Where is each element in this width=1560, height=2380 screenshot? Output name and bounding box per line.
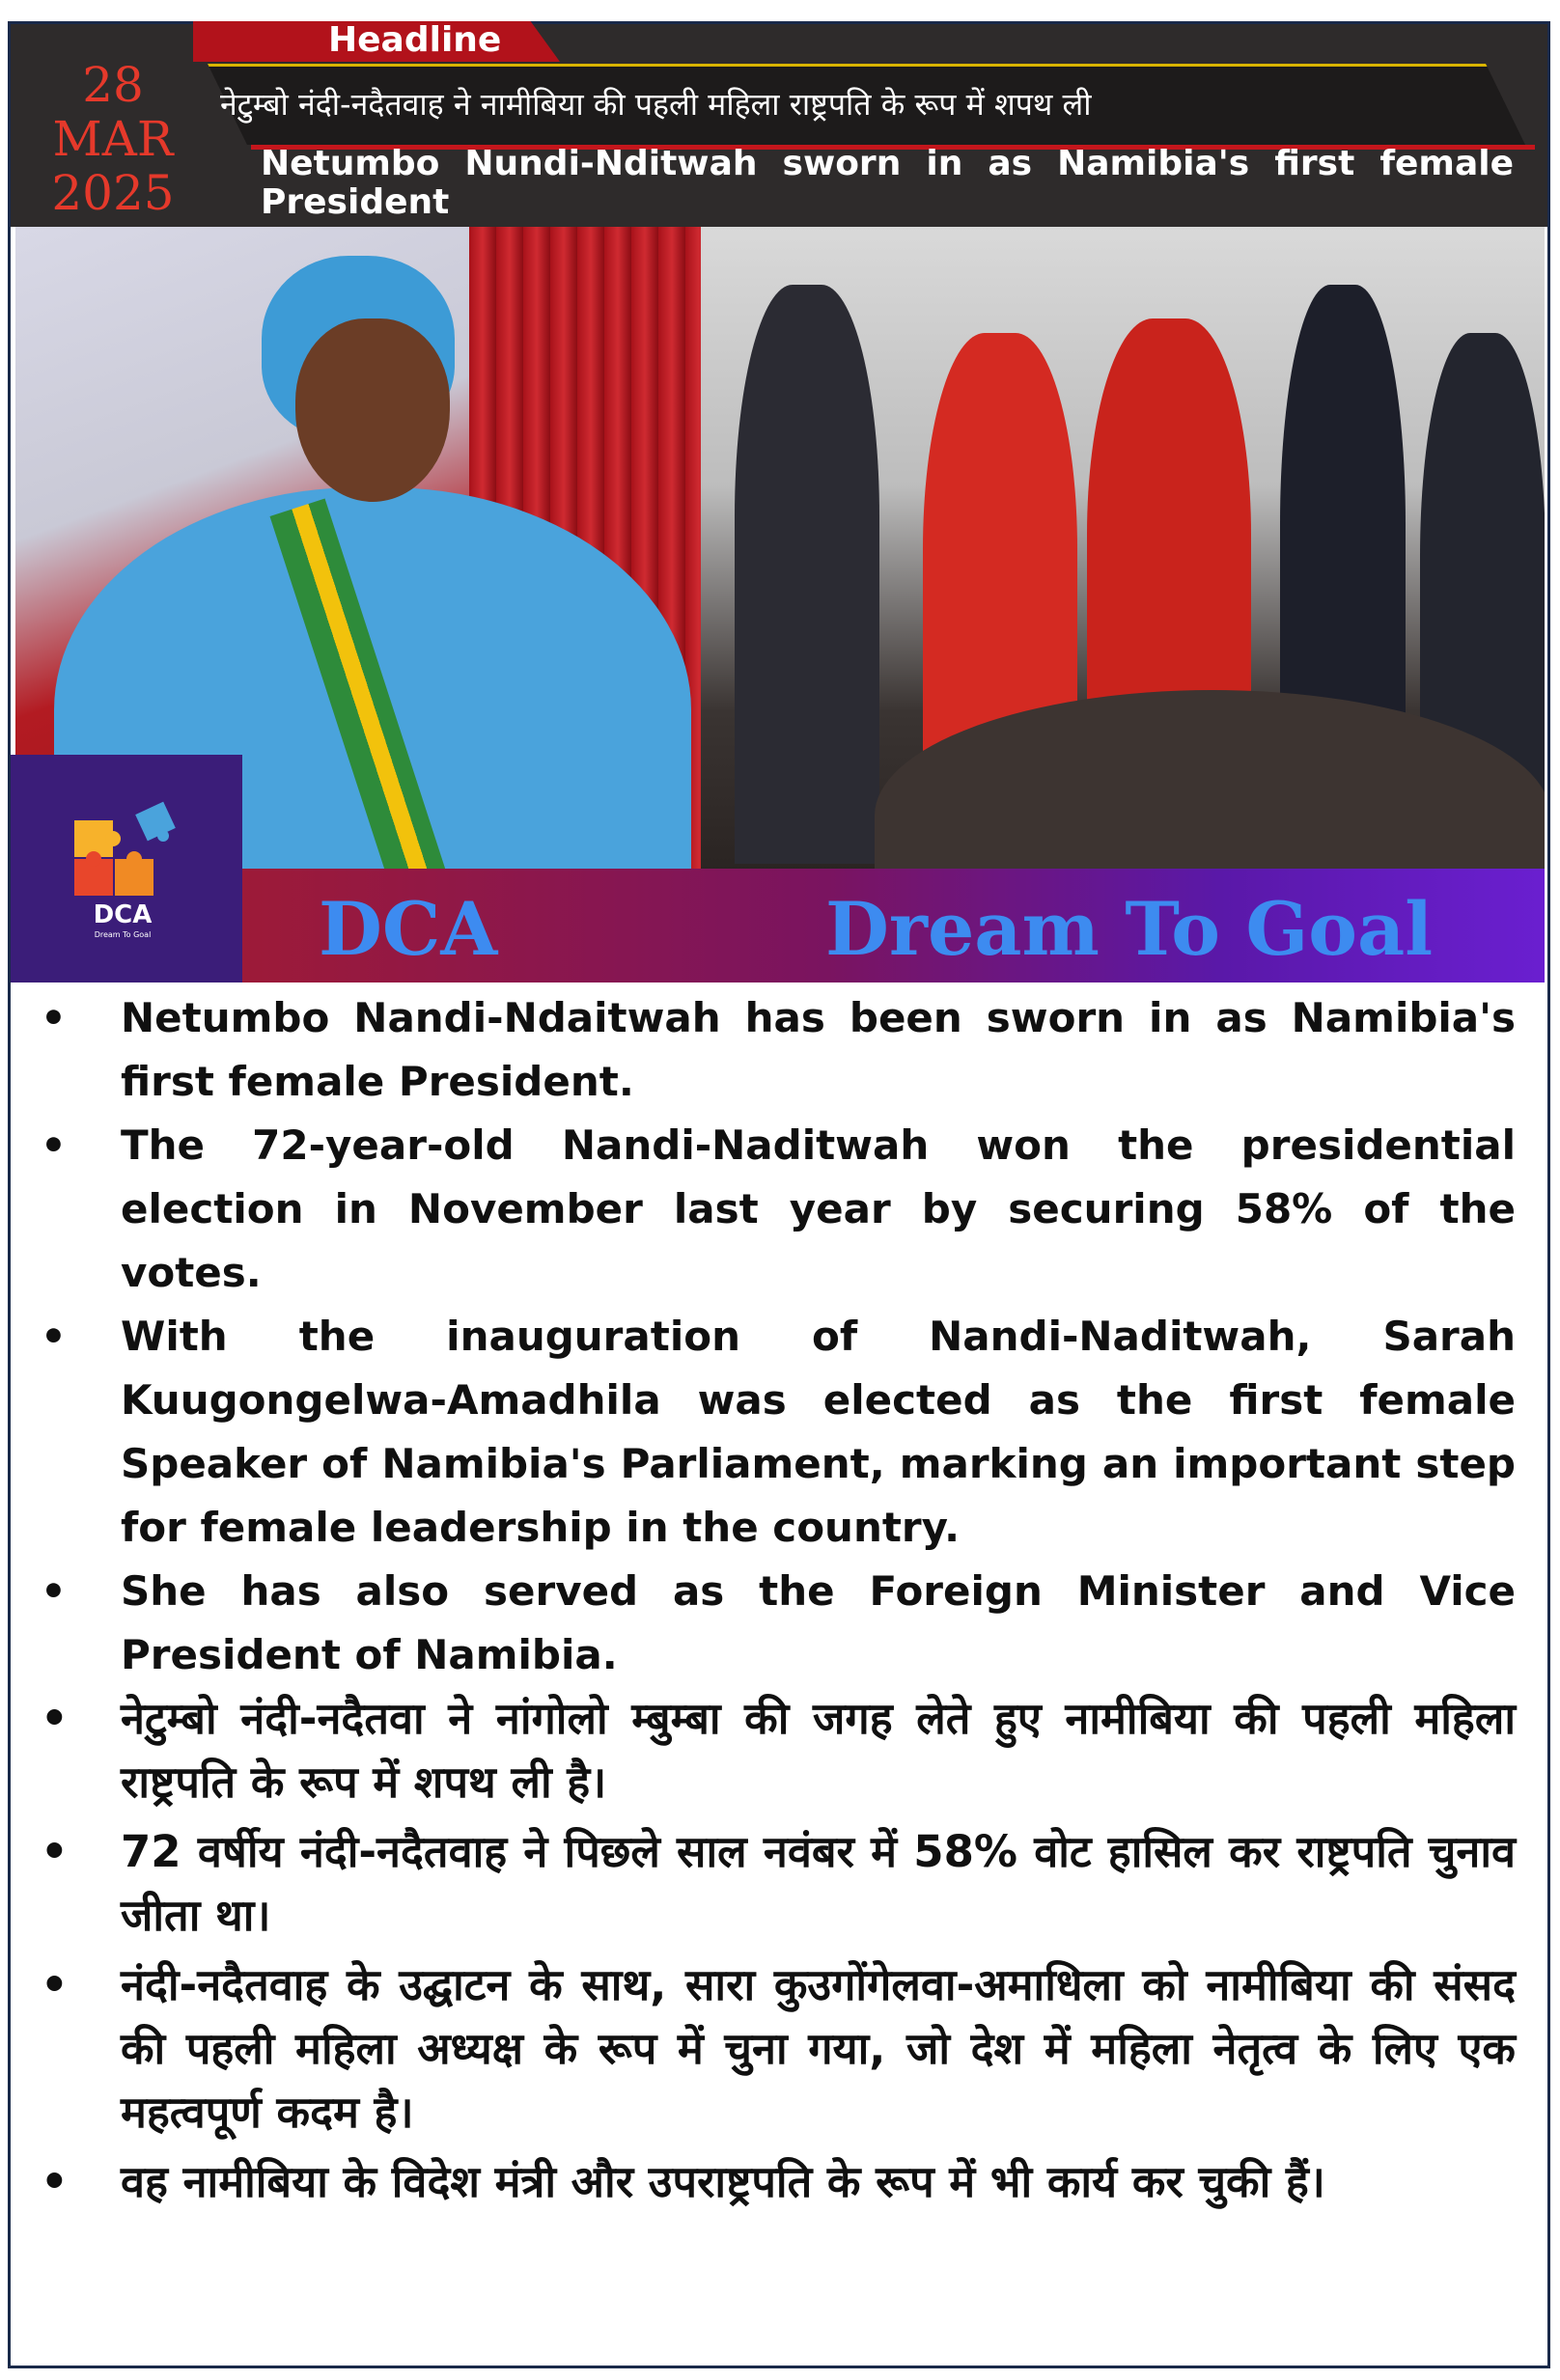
logo-tagline: Dream To Goal xyxy=(94,930,152,939)
bullet-text: The 72-year-old Nandi-Naditwah won the presidential election in November last year by securing 58% of the votes. xyxy=(121,1121,1516,1296)
headline-english: Netumbo Nundi-Nditwah sworn in as Namibia's first female President xyxy=(261,144,1514,222)
banner-brand-right: Dream To Goal xyxy=(825,886,1434,972)
puzzle-icon xyxy=(63,801,198,907)
bullet-hindi xyxy=(29,1953,1516,2145)
bullet-hindi xyxy=(29,1687,1516,1814)
date-block xyxy=(21,58,205,220)
bullet-list xyxy=(29,986,1516,2220)
bullet-english xyxy=(29,1305,1516,1560)
date-month: MAR xyxy=(52,111,174,167)
bullet-dot: • xyxy=(41,1567,67,1615)
bullet-english xyxy=(29,986,1516,1114)
date-day: 28 xyxy=(82,57,144,113)
bullet-dot: • xyxy=(41,1121,67,1169)
bullet-text: वह नामीबिया के विदेश मंत्री और उपराष्ट्रपति के रूप में भी कार्य कर चुकी हैं। xyxy=(121,2156,1325,2207)
logo-name: DCA xyxy=(93,900,153,929)
bullet-text: 72 वर्षीय नंदी-नदैतवाह ने पिछले साल नवंबर में 58% वोट हासिल कर राष्ट्रपति चुनाव जीता था। xyxy=(121,1826,1516,1941)
bullet-english xyxy=(29,1114,1516,1305)
headline-hindi: नेटुम्बो नंदी-नदैतवाह ने नामीबिया की पहली महिला राष्ट्रपति के रूप में शपथ ली xyxy=(220,86,1092,123)
bullet-text: Netumbo Nandi-Ndaitwah has been sworn in as Namibia's first female President. xyxy=(121,994,1516,1105)
headline-tab-label: Headline xyxy=(328,20,502,60)
bullet-dot: • xyxy=(41,994,67,1041)
bullet-text: With the inauguration of Nandi-Naditwah, Sarah Kuugongelwa-Amadhila was elected as the first female Speaker of Namibia's Parliament, marking an important step for female leadership in the country. xyxy=(121,1313,1516,1551)
banner-brand-left: DCA xyxy=(319,886,498,972)
bullet-text: नेटुम्बो नंदी-नदैतवा ने नांगोलो म्बुम्बा की जगह लेते हुए नामीबिया की पहली महिला राष्ट्रपति के रूप में शपथ ली है। xyxy=(121,1693,1516,1808)
date-year: 2025 xyxy=(51,165,175,221)
bullet-dot: • xyxy=(41,1959,69,2010)
bullet-hindi xyxy=(29,1820,1516,1948)
bullet-english xyxy=(29,1560,1516,1687)
bullet-text: She has also served as the Foreign Minister and Vice President of Namibia. xyxy=(121,1567,1516,1678)
bullet-dot: • xyxy=(41,1313,67,1360)
bullet-dot: • xyxy=(41,1826,69,1877)
ceremony-photo xyxy=(701,227,1545,873)
bullet-text: नंदी-नदैतवाह के उद्घाटन के साथ, सारा कुउगोंगेलवा-अमाधिला को नामीबिया की संसद की पहली महिला अध्यक्ष के रूप में चुना गया, जो देश में महिला नेतृत्व के लिए एक महत्वपूर्ण कदम है। xyxy=(121,1959,1516,2138)
face xyxy=(295,318,450,502)
bullet-dot: • xyxy=(41,2156,69,2207)
official-figure xyxy=(735,285,879,864)
bullet-dot: • xyxy=(41,1693,69,1744)
bullet-hindi xyxy=(29,2150,1516,2214)
